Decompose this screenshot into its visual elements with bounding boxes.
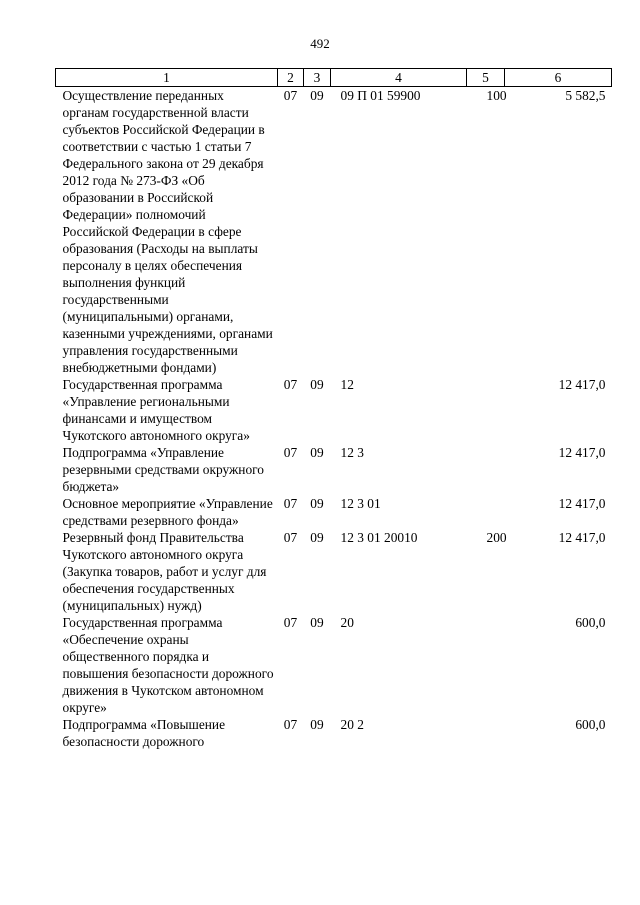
row-expense-type bbox=[467, 614, 505, 716]
row-amount: 12 417,0 bbox=[558, 530, 606, 545]
row-expense-type: 200 bbox=[486, 530, 507, 545]
row-amount: 12 417,0 bbox=[558, 496, 606, 511]
row-target-code: 12 3 01 20010 bbox=[340, 530, 418, 545]
row-name: Резервный фонд Правительства Чукотского автономного округа (Закупка товаров, работ и услуг для обеспечения государственных (муниципальных) нужд) bbox=[62, 530, 267, 613]
row-subsection: 09 bbox=[310, 717, 324, 732]
row-target-code: 12 bbox=[340, 377, 354, 392]
row-amount: 12 417,0 bbox=[558, 377, 606, 392]
header-col-3: 3 bbox=[304, 69, 331, 87]
row-subsection: 09 bbox=[310, 615, 324, 630]
row-expense-type bbox=[467, 444, 505, 495]
row-amount: 600,0 bbox=[575, 717, 606, 732]
row-section: 07 bbox=[283, 530, 298, 545]
header-col-6: 6 bbox=[505, 69, 612, 87]
table-row bbox=[56, 376, 612, 444]
row-subsection: 09 bbox=[310, 88, 324, 103]
row-amount: 600,0 bbox=[575, 615, 606, 630]
header-row bbox=[56, 69, 612, 87]
row-expense-type bbox=[467, 716, 505, 750]
row-section: 07 bbox=[283, 717, 298, 732]
row-amount: 5 582,5 bbox=[565, 88, 606, 103]
table-row bbox=[56, 495, 612, 529]
row-amount: 12 417,0 bbox=[558, 445, 606, 460]
row-target-code: 20 bbox=[340, 615, 354, 630]
row-section: 07 bbox=[283, 377, 298, 392]
table-row bbox=[56, 529, 612, 614]
row-target-code: 20 2 bbox=[340, 717, 364, 732]
row-expense-type bbox=[467, 376, 505, 444]
row-name: Государственная программа «Обеспечение охраны общественного порядка и повышения безопасности дорожного движения в Чукотском автономном округе» bbox=[62, 615, 274, 715]
header-col-5: 5 bbox=[467, 69, 505, 87]
row-subsection: 09 bbox=[310, 445, 324, 460]
table-row bbox=[56, 444, 612, 495]
row-expense-type: 100 bbox=[486, 88, 507, 103]
row-section: 07 bbox=[283, 615, 298, 630]
row-target-code: 12 3 bbox=[340, 445, 364, 460]
row-subsection: 09 bbox=[310, 530, 324, 545]
row-name: Осуществление переданных органам государственной власти субъектов Российской Федерации в соответствии с частью 1 статьи 7 Федерального закона от 29 декабря 2012 года № 273-ФЗ «Об образовании в Российской Федерации» полномочий Российской Федерации в сфере образования (Расходы на выплаты персоналу в целях обеспечения выполнения функций государственными (муниципальными) органами, казенными учреждениями, органами управления государственными внебюджетными фондами) bbox=[62, 88, 273, 375]
table-row bbox=[56, 716, 612, 750]
table-row bbox=[56, 614, 612, 716]
row-name: Основное мероприятие «Управление средствами резервного фонда» bbox=[62, 496, 273, 528]
row-name: Подпрограмма «Повышение безопасности дорожного bbox=[62, 717, 226, 749]
row-section: 07 bbox=[283, 88, 298, 103]
page-number: 492 bbox=[310, 36, 330, 51]
header-col-2: 2 bbox=[278, 69, 304, 87]
row-subsection: 09 bbox=[310, 496, 324, 511]
row-section: 07 bbox=[283, 445, 298, 460]
row-section: 07 bbox=[283, 496, 298, 511]
row-expense-type bbox=[467, 495, 505, 529]
row-name: Государственная программа «Управление региональными финансами и имуществом Чукотского автономного округа» bbox=[62, 377, 250, 443]
header-col-1: 1 bbox=[56, 69, 278, 87]
row-target-code: 09 П 01 59900 bbox=[340, 88, 421, 103]
row-subsection: 09 bbox=[310, 377, 324, 392]
table-row bbox=[56, 87, 612, 377]
row-target-code: 12 3 01 bbox=[340, 496, 381, 511]
header-col-4: 4 bbox=[331, 69, 467, 87]
row-name: Подпрограмма «Управление резервными средствами окружного бюджета» bbox=[62, 445, 264, 494]
budget-table bbox=[55, 68, 612, 750]
